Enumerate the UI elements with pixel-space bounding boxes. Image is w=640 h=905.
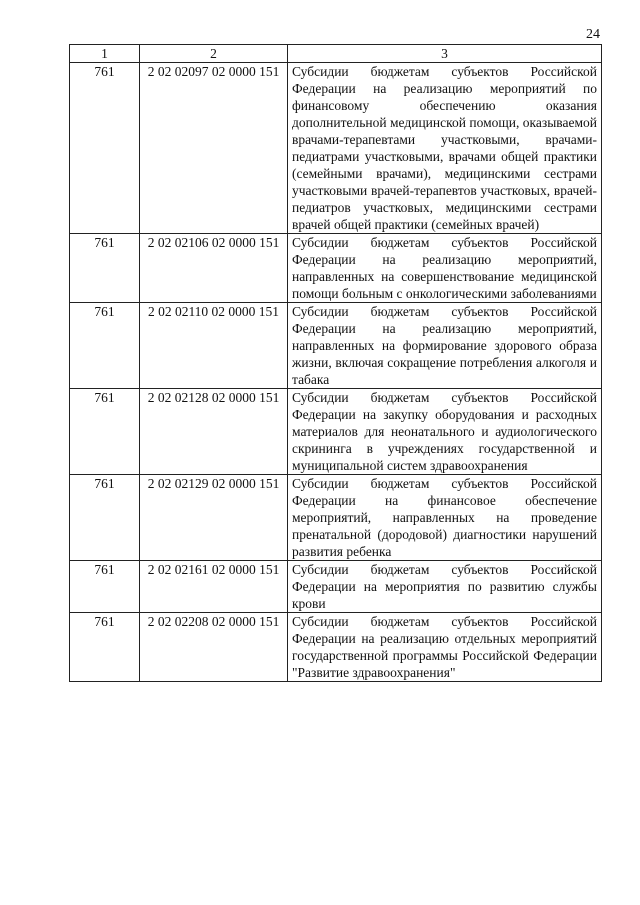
revenue-name-cell: Субсидии бюджетам субъектов Российской Федерации на закупку оборудования и расходных материалов для неонатального и аудиологического скрининга в учреждениях государственной и муниципальной систем здравоохранения xyxy=(288,389,602,475)
admin-code-cell: 761 xyxy=(70,303,140,389)
admin-code-cell: 761 xyxy=(70,475,140,561)
column-header-3: 3 xyxy=(288,45,602,63)
revenue-name-cell: Субсидии бюджетам субъектов Российской Федерации на реализацию отдельных мероприятий государственной программы Российской Федерации "Развитие здравоохранения" xyxy=(288,613,602,682)
table-row xyxy=(70,234,602,303)
table-row xyxy=(70,475,602,561)
revenue-name-cell: Субсидии бюджетам субъектов Российской Федерации на финансовое обеспечение мероприятий, направленных на проведение пренатальной (дородовой) диагностики нарушений развития ребенка xyxy=(288,475,602,561)
table-row xyxy=(70,303,602,389)
admin-code-cell: 761 xyxy=(70,234,140,303)
table-header-row xyxy=(70,45,602,63)
page-number: 24 xyxy=(586,27,600,42)
column-header-2: 2 xyxy=(140,45,288,63)
column-header-1: 1 xyxy=(70,45,140,63)
table-row xyxy=(70,63,602,234)
budget-code-cell: 2 02 02208 02 0000 151 xyxy=(140,613,288,682)
admin-code-cell: 761 xyxy=(70,63,140,234)
budget-code-cell: 2 02 02097 02 0000 151 xyxy=(140,63,288,234)
admin-code-cell: 761 xyxy=(70,613,140,682)
budget-code-cell: 2 02 02129 02 0000 151 xyxy=(140,475,288,561)
budget-code-cell: 2 02 02110 02 0000 151 xyxy=(140,303,288,389)
table-row xyxy=(70,561,602,613)
revenue-name-cell: Субсидии бюджетам субъектов Российской Федерации на реализацию мероприятий, направленных на совершенствование медицинской помощи больным с онкологическими заболеваниями xyxy=(288,234,602,303)
budget-code-cell: 2 02 02128 02 0000 151 xyxy=(140,389,288,475)
table-row xyxy=(70,389,602,475)
admin-code-cell: 761 xyxy=(70,389,140,475)
revenue-name-cell: Субсидии бюджетам субъектов Российской Федерации на реализацию мероприятий, направленных на формирование здорового образа жизни, включая сокращение потребления алкоголя и табака xyxy=(288,303,602,389)
admin-code-cell: 761 xyxy=(70,561,140,613)
revenue-name-cell: Субсидии бюджетам субъектов Российской Федерации на реализацию мероприятий по финансовому обеспечению оказания дополнительной медицинской помощи, оказываемой врачами-терапевтами участковыми, врачами-педиатрами участковыми, врачами общей практики (семейными врачами), медицинскими сестрами участковыми врачей-терапевтов участковых, врачей-педиатров участковых, медицинскими сестрами врачей общей практики (семейных врачей) xyxy=(288,63,602,234)
budget-code-cell: 2 02 02106 02 0000 151 xyxy=(140,234,288,303)
budget-classification-table xyxy=(69,44,602,682)
table-row xyxy=(70,613,602,682)
revenue-name-cell: Субсидии бюджетам субъектов Российской Федерации на мероприятия по развитию службы крови xyxy=(288,561,602,613)
budget-code-cell: 2 02 02161 02 0000 151 xyxy=(140,561,288,613)
